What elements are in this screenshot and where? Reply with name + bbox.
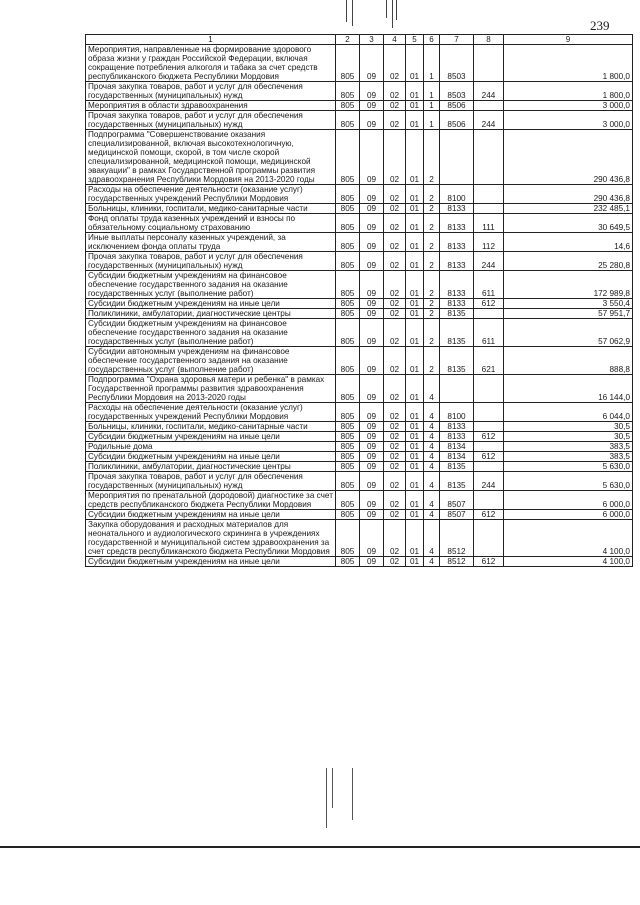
code-program-cell: 01 [406, 403, 424, 422]
amount-cell: 25 280,8 [504, 252, 633, 271]
code-section-cell: 09 [360, 442, 384, 452]
item-name-cell: Субсидии бюджетным учреждениям на иные цели [86, 557, 336, 567]
code-subprogram-cell: 4 [424, 442, 440, 452]
code-subsection-cell: 02 [384, 452, 406, 462]
code-subsection-cell: 02 [384, 520, 406, 557]
code-expense-type-cell: 612 [474, 510, 504, 520]
item-name-cell: Субсидии бюджетным учреждениям на финансовое обеспечение государственного задания на оказание государственных услуг (выполнение работ) [86, 271, 336, 299]
item-name-cell: Больницы, клиники, госпитали, медико-санитарные части [86, 204, 336, 214]
code-target-cell: 8134 [440, 452, 474, 462]
amount-cell: 1 800,0 [504, 45, 633, 82]
code-section-cell: 09 [360, 271, 384, 299]
table-row [86, 375, 633, 403]
code-target-cell: 8133 [440, 214, 474, 233]
column-header: 4 [384, 35, 406, 45]
column-header: 1 [86, 35, 336, 45]
amount-cell: 5 630,0 [504, 462, 633, 472]
code-program-cell: 01 [406, 204, 424, 214]
table-row [86, 452, 633, 462]
amount-cell: 6 044,0 [504, 403, 633, 422]
code-target-cell: 8133 [440, 299, 474, 309]
table-row [86, 510, 633, 520]
table-body [86, 45, 633, 567]
code-ministry-cell: 805 [336, 520, 360, 557]
code-subsection-cell: 02 [384, 130, 406, 185]
code-program-cell: 01 [406, 214, 424, 233]
amount-cell: 290 436,8 [504, 130, 633, 185]
column-header: 5 [406, 35, 424, 45]
code-section-cell: 09 [360, 319, 384, 347]
code-program-cell: 01 [406, 472, 424, 491]
code-subprogram-cell: 1 [424, 45, 440, 82]
code-ministry-cell: 805 [336, 185, 360, 204]
code-target-cell: 8134 [440, 442, 474, 452]
amount-cell: 5 630,0 [504, 472, 633, 491]
code-subsection-cell: 02 [384, 422, 406, 432]
item-name-cell: Субсидии бюджетным учреждениям на иные цели [86, 299, 336, 309]
item-name-cell: Прочая закупка товаров, работ и услуг для обеспечения государственных (муниципальных) нужд [86, 472, 336, 491]
table-row [86, 45, 633, 82]
code-ministry-cell: 805 [336, 432, 360, 442]
code-expense-type-cell: 611 [474, 319, 504, 347]
code-subprogram-cell: 4 [424, 462, 440, 472]
code-section-cell: 09 [360, 472, 384, 491]
table-row [86, 185, 633, 204]
amount-cell: 3 550,4 [504, 299, 633, 309]
code-ministry-cell: 805 [336, 111, 360, 130]
code-section-cell: 09 [360, 557, 384, 567]
item-name-cell: Мероприятия по пренатальной (дородовой) диагностике за счет средств республиканского бюджета Республики Мордовия [86, 491, 336, 510]
code-program-cell: 01 [406, 462, 424, 472]
code-expense-type-cell: 244 [474, 472, 504, 491]
code-subprogram-cell: 2 [424, 204, 440, 214]
page-number: 239 [590, 18, 610, 33]
code-ministry-cell: 805 [336, 204, 360, 214]
code-subsection-cell: 02 [384, 319, 406, 347]
code-program-cell: 01 [406, 233, 424, 252]
table-row [86, 442, 633, 452]
code-target-cell: 8133 [440, 252, 474, 271]
code-target-cell [440, 375, 474, 403]
code-target-cell: 8507 [440, 510, 474, 520]
code-program-cell: 01 [406, 422, 424, 432]
code-expense-type-cell [474, 101, 504, 111]
code-section-cell: 09 [360, 299, 384, 309]
code-subprogram-cell: 2 [424, 299, 440, 309]
code-ministry-cell: 805 [336, 45, 360, 82]
budget-table [85, 34, 633, 567]
code-subsection-cell: 02 [384, 432, 406, 442]
code-subprogram-cell: 4 [424, 452, 440, 462]
code-subsection-cell: 02 [384, 252, 406, 271]
amount-cell: 888,8 [504, 347, 633, 375]
code-expense-type-cell: 244 [474, 252, 504, 271]
code-expense-type-cell [474, 185, 504, 204]
code-subprogram-cell: 4 [424, 375, 440, 403]
item-name-cell: Родильные дома [86, 442, 336, 452]
code-expense-type-cell [474, 520, 504, 557]
amount-cell: 3 000,0 [504, 101, 633, 111]
code-expense-type-cell: 611 [474, 271, 504, 299]
amount-cell: 383,5 [504, 442, 633, 452]
code-target-cell: 8100 [440, 403, 474, 422]
code-program-cell: 01 [406, 432, 424, 442]
item-name-cell: Прочая закупка товаров, работ и услуг для обеспечения государственных (муниципальных) нужд [86, 82, 336, 101]
code-subsection-cell: 02 [384, 299, 406, 309]
item-name-cell: Иные выплаты персоналу казенных учреждений, за исключением фонда оплаты труда [86, 233, 336, 252]
code-program-cell: 01 [406, 82, 424, 101]
code-expense-type-cell [474, 442, 504, 452]
code-subsection-cell: 02 [384, 309, 406, 319]
code-section-cell: 09 [360, 204, 384, 214]
code-subsection-cell: 02 [384, 491, 406, 510]
code-ministry-cell: 805 [336, 309, 360, 319]
code-section-cell: 09 [360, 252, 384, 271]
scan-edge-line [0, 846, 640, 848]
item-name-cell: Прочая закупка товаров, работ и услуг для обеспечения государственных (муниципальных) нужд [86, 252, 336, 271]
code-section-cell: 09 [360, 214, 384, 233]
item-name-cell: Расходы на обеспечение деятельности (оказание услуг) государственных учреждений Республики Мордовия [86, 185, 336, 204]
code-target-cell: 8133 [440, 432, 474, 442]
item-name-cell: Фонд оплаты труда казенных учреждений и взносы по обязательному социальному страхованию [86, 214, 336, 233]
table-row [86, 432, 633, 442]
code-ministry-cell: 805 [336, 252, 360, 271]
amount-cell: 6 000,0 [504, 491, 633, 510]
item-name-cell: Субсидии бюджетным учреждениям на иные цели [86, 432, 336, 442]
code-target-cell: 8135 [440, 462, 474, 472]
table-row [86, 130, 633, 185]
item-name-cell: Субсидии бюджетным учреждениям на иные цели [86, 510, 336, 520]
code-section-cell: 09 [360, 347, 384, 375]
code-program-cell: 01 [406, 557, 424, 567]
code-expense-type-cell [474, 375, 504, 403]
code-subprogram-cell: 2 [424, 347, 440, 375]
amount-cell: 290 436,8 [504, 185, 633, 204]
code-subsection-cell: 02 [384, 557, 406, 567]
amount-cell: 1 800,0 [504, 82, 633, 101]
code-section-cell: 09 [360, 101, 384, 111]
column-header: 7 [440, 35, 474, 45]
amount-cell: 4 100,0 [504, 520, 633, 557]
code-ministry-cell: 805 [336, 82, 360, 101]
code-ministry-cell: 805 [336, 422, 360, 432]
item-name-cell: Расходы на обеспечение деятельности (оказание услуг) государственных учреждений Республики Мордовия [86, 403, 336, 422]
code-program-cell: 01 [406, 452, 424, 462]
code-section-cell: 09 [360, 185, 384, 204]
column-header: 3 [360, 35, 384, 45]
code-expense-type-cell: 621 [474, 347, 504, 375]
code-section-cell: 09 [360, 82, 384, 101]
code-section-cell: 09 [360, 375, 384, 403]
code-expense-type-cell: 612 [474, 557, 504, 567]
code-expense-type-cell [474, 204, 504, 214]
code-expense-type-cell: 244 [474, 82, 504, 101]
code-section-cell: 09 [360, 520, 384, 557]
amount-cell: 14,6 [504, 233, 633, 252]
code-subprogram-cell: 2 [424, 271, 440, 299]
code-expense-type-cell: 244 [474, 111, 504, 130]
code-ministry-cell: 805 [336, 462, 360, 472]
code-program-cell: 01 [406, 185, 424, 204]
code-target-cell: 8135 [440, 319, 474, 347]
code-ministry-cell: 805 [336, 101, 360, 111]
code-program-cell: 01 [406, 111, 424, 130]
code-subprogram-cell: 1 [424, 82, 440, 101]
table-row [86, 299, 633, 309]
amount-cell: 4 100,0 [504, 557, 633, 567]
code-expense-type-cell: 612 [474, 452, 504, 462]
item-name-cell: Субсидии автономным учреждениям на финансовое обеспечение государственного задания на оказание государственных услуг (выполнение работ) [86, 347, 336, 375]
column-header: 9 [504, 35, 633, 45]
code-subsection-cell: 02 [384, 111, 406, 130]
code-ministry-cell: 805 [336, 130, 360, 185]
table-row [86, 309, 633, 319]
code-section-cell: 09 [360, 45, 384, 82]
code-subsection-cell: 02 [384, 347, 406, 375]
code-program-cell: 01 [406, 442, 424, 452]
code-subprogram-cell: 4 [424, 557, 440, 567]
code-subsection-cell: 02 [384, 271, 406, 299]
table-row [86, 422, 633, 432]
code-subprogram-cell: 4 [424, 520, 440, 557]
code-target-cell: 8133 [440, 422, 474, 432]
code-expense-type-cell: 612 [474, 432, 504, 442]
table-row [86, 462, 633, 472]
code-subsection-cell: 02 [384, 101, 406, 111]
code-section-cell: 09 [360, 233, 384, 252]
code-section-cell: 09 [360, 130, 384, 185]
code-ministry-cell: 805 [336, 491, 360, 510]
code-program-cell: 01 [406, 252, 424, 271]
code-subsection-cell: 02 [384, 214, 406, 233]
code-target-cell [440, 130, 474, 185]
code-program-cell: 01 [406, 375, 424, 403]
column-header: 8 [474, 35, 504, 45]
code-subprogram-cell: 2 [424, 233, 440, 252]
code-target-cell: 8512 [440, 520, 474, 557]
table-row [86, 472, 633, 491]
amount-cell: 16 144,0 [504, 375, 633, 403]
code-subsection-cell: 02 [384, 185, 406, 204]
code-program-cell: 01 [406, 347, 424, 375]
item-name-cell: Подпрограмма "Охрана здоровья матери и ребенка" в рамках Государственной программы развития здравоохранения Республики Мордовия на 2013-2020 годы [86, 375, 336, 403]
code-expense-type-cell [474, 45, 504, 82]
code-target-cell: 8100 [440, 185, 474, 204]
code-subprogram-cell: 4 [424, 403, 440, 422]
code-section-cell: 09 [360, 491, 384, 510]
code-subprogram-cell: 2 [424, 130, 440, 185]
code-subsection-cell: 02 [384, 403, 406, 422]
code-subprogram-cell: 4 [424, 422, 440, 432]
code-subprogram-cell: 2 [424, 252, 440, 271]
code-section-cell: 09 [360, 111, 384, 130]
code-ministry-cell: 805 [336, 472, 360, 491]
amount-cell: 30,5 [504, 432, 633, 442]
code-expense-type-cell [474, 462, 504, 472]
amount-cell: 57 062,9 [504, 319, 633, 347]
table-row [86, 347, 633, 375]
column-header: 6 [424, 35, 440, 45]
item-name-cell: Субсидии бюджетным учреждениям на иные цели [86, 452, 336, 462]
binding-marks-bottom [322, 768, 362, 838]
code-target-cell: 8506 [440, 101, 474, 111]
code-ministry-cell: 805 [336, 233, 360, 252]
binding-marks-top [346, 0, 416, 30]
code-subprogram-cell: 2 [424, 185, 440, 204]
table-row [86, 214, 633, 233]
code-target-cell: 8503 [440, 82, 474, 101]
code-section-cell: 09 [360, 510, 384, 520]
table-row [86, 271, 633, 299]
code-ministry-cell: 805 [336, 271, 360, 299]
code-expense-type-cell [474, 403, 504, 422]
code-program-cell: 01 [406, 510, 424, 520]
code-subsection-cell: 02 [384, 472, 406, 491]
item-name-cell: Закупка оборудования и расходных материалов для неонатального и аудиологического скрининга в учреждениях государственной и муниципальной систем здравоохранения за счет средств республиканского бюджета Республики Мордовия [86, 520, 336, 557]
amount-cell: 6 000,0 [504, 510, 633, 520]
amount-cell: 3 000,0 [504, 111, 633, 130]
table-row [86, 557, 633, 567]
code-subsection-cell: 02 [384, 510, 406, 520]
table-row [86, 82, 633, 101]
code-program-cell: 01 [406, 45, 424, 82]
code-ministry-cell: 805 [336, 299, 360, 309]
code-ministry-cell: 805 [336, 375, 360, 403]
code-ministry-cell: 805 [336, 403, 360, 422]
code-subprogram-cell: 1 [424, 101, 440, 111]
item-name-cell: Поликлиники, амбулатории, диагностические центры [86, 462, 336, 472]
table-row [86, 233, 633, 252]
item-name-cell: Поликлиники, амбулатории, диагностические центры [86, 309, 336, 319]
code-subsection-cell: 02 [384, 442, 406, 452]
code-ministry-cell: 805 [336, 510, 360, 520]
table-row [86, 403, 633, 422]
table-row [86, 252, 633, 271]
code-program-cell: 01 [406, 299, 424, 309]
code-target-cell: 8133 [440, 204, 474, 214]
code-expense-type-cell [474, 309, 504, 319]
code-subsection-cell: 02 [384, 204, 406, 214]
amount-cell: 172 989,8 [504, 271, 633, 299]
code-program-cell: 01 [406, 101, 424, 111]
table-row [86, 111, 633, 130]
code-subsection-cell: 02 [384, 462, 406, 472]
code-section-cell: 09 [360, 462, 384, 472]
code-target-cell: 8507 [440, 491, 474, 510]
code-target-cell: 8503 [440, 45, 474, 82]
code-expense-type-cell [474, 422, 504, 432]
item-name-cell: Больницы, клиники, госпитали, медико-санитарные части [86, 422, 336, 432]
item-name-cell: Прочая закупка товаров, работ и услуг для обеспечения государственных (муниципальных) нужд [86, 111, 336, 130]
amount-cell: 232 485,1 [504, 204, 633, 214]
code-subprogram-cell: 4 [424, 510, 440, 520]
code-ministry-cell: 805 [336, 319, 360, 347]
code-program-cell: 01 [406, 130, 424, 185]
code-expense-type-cell [474, 491, 504, 510]
code-program-cell: 01 [406, 520, 424, 557]
table-row [86, 319, 633, 347]
item-name-cell: Подпрограмма "Совершенствование оказания специализированной, включая высокотехнологичную, медицинской помощи, скорой, в том числе скорой специализированной, медицинской помощи, медицинской эвакуации" в рамках Государственной программы развития здравоохранения Республики Мордовия на 2013-2020 годы [86, 130, 336, 185]
code-ministry-cell: 805 [336, 347, 360, 375]
code-section-cell: 09 [360, 432, 384, 442]
code-expense-type-cell: 612 [474, 299, 504, 309]
code-target-cell: 8135 [440, 347, 474, 375]
item-name-cell: Мероприятия, направленные на формирование здорового образа жизни у граждан Российской Федерации, включая сокращение потребления алкоголя и табака за счет средств республиканского бюджета Республики Мордовия [86, 45, 336, 82]
amount-cell: 383,5 [504, 452, 633, 462]
code-section-cell: 09 [360, 309, 384, 319]
code-target-cell: 8135 [440, 472, 474, 491]
code-section-cell: 09 [360, 452, 384, 462]
code-target-cell: 8506 [440, 111, 474, 130]
item-name-cell: Мероприятия в области здравоохранения [86, 101, 336, 111]
table-row [86, 520, 633, 557]
code-expense-type-cell: 111 [474, 214, 504, 233]
code-section-cell: 09 [360, 422, 384, 432]
code-ministry-cell: 805 [336, 442, 360, 452]
code-target-cell: 8133 [440, 271, 474, 299]
code-program-cell: 01 [406, 271, 424, 299]
code-subprogram-cell: 4 [424, 472, 440, 491]
code-subsection-cell: 02 [384, 45, 406, 82]
column-header: 2 [336, 35, 360, 45]
code-section-cell: 09 [360, 403, 384, 422]
code-subprogram-cell: 4 [424, 491, 440, 510]
amount-cell: 30,5 [504, 422, 633, 432]
code-subprogram-cell: 2 [424, 319, 440, 347]
code-subprogram-cell: 2 [424, 214, 440, 233]
code-target-cell: 8133 [440, 233, 474, 252]
code-expense-type-cell: 112 [474, 233, 504, 252]
code-ministry-cell: 805 [336, 452, 360, 462]
code-ministry-cell: 805 [336, 214, 360, 233]
code-target-cell: 8135 [440, 309, 474, 319]
table-row [86, 491, 633, 510]
code-subsection-cell: 02 [384, 233, 406, 252]
code-subsection-cell: 02 [384, 375, 406, 403]
code-program-cell: 01 [406, 309, 424, 319]
code-subprogram-cell: 1 [424, 111, 440, 130]
code-program-cell: 01 [406, 319, 424, 347]
code-subsection-cell: 02 [384, 82, 406, 101]
code-ministry-cell: 805 [336, 557, 360, 567]
code-subprogram-cell: 2 [424, 309, 440, 319]
item-name-cell: Субсидии бюджетным учреждениям на финансовое обеспечение государственного задания на оказание государственных услуг (выполнение работ) [86, 319, 336, 347]
table-header-row [86, 35, 633, 45]
table-row [86, 204, 633, 214]
code-subprogram-cell: 4 [424, 432, 440, 442]
code-program-cell: 01 [406, 491, 424, 510]
amount-cell: 57 951,7 [504, 309, 633, 319]
table-row [86, 101, 633, 111]
code-target-cell: 8512 [440, 557, 474, 567]
amount-cell: 30 649,5 [504, 214, 633, 233]
code-expense-type-cell [474, 130, 504, 185]
